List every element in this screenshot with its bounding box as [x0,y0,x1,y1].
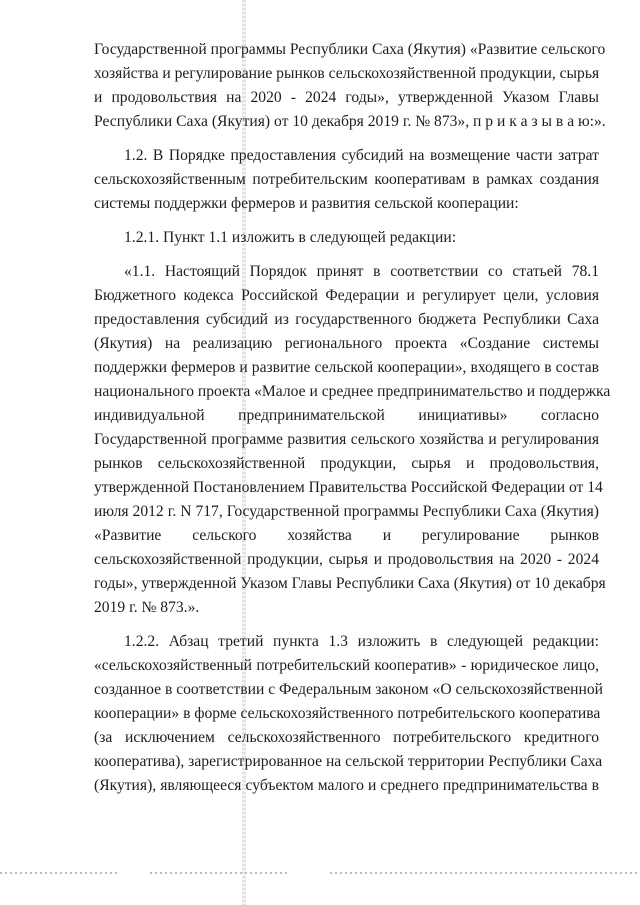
text-line: хозяйства и регулирование рынков сельскохозяйственной продукции, сырья [94,65,600,82]
text-line: поддержки фермеров и развитие сельской кооперации», входящего в состав [94,359,599,376]
text-line: (за исключением сельскохозяйственного потребительского кредитного [94,729,599,746]
text-line: «сельскохозяйственный потребительский кооператив» - юридическое лицо, [94,657,599,674]
text-line: Государственной программе развития сельского хозяйства и регулирования [94,431,599,448]
text-line: индивидуальной предпринимательской инициативы» согласно [94,407,599,424]
text-line: сельскохозяйственной продукции, сырья и продовольствия на 2020 - 2024 [94,551,599,568]
text-line: Республики Саха (Якутия) от 10 декабря 2019 г. № 873», п р и к а з ы в а ю:». [94,113,606,130]
text-line: рынков сельскохозяйственной продукции, сырья и продовольствия, [94,455,599,472]
scan-edge-dots [0,872,120,874]
text-line: сельскохозяйственным потребительским кооперативам в рамках создания [94,171,599,188]
text-line: утвержденной Постановлением Правительства Российской Федерации от 14 [94,479,603,496]
text-line: созданное в соответствии с Федеральным законом «О сельскохозяйственной [94,681,603,698]
text-line: кооперации» в форме сельскохозяйственного потребительского кооператива [94,705,601,722]
text-line: 1.2. В Порядке предоставления субсидий на возмещение части затрат [124,147,599,164]
text-line: кооператива), зарегистрированное на сельской территории Республики Саха [94,753,603,770]
text-line: (Якутия), являющееся субъектом малого и среднего предпринимательства в [94,777,599,794]
text-line: «1.1. Настоящий Порядок принят в соответствии со статьей 78.1 [124,263,599,280]
text-line: и продовольствия на 2020 - 2024 годы», утвержденной Указом Главы [94,89,599,106]
text-line: системы поддержки фермеров и развития сельской кооперации: [94,195,519,212]
text-line: годы», утвержденной Указом Главы Республики Саха (Якутия) от 10 декабря [94,575,606,592]
text-line: 1.2.1. Пункт 1.1 изложить в следующей редакции: [124,229,457,246]
text-line: 2019 г. № 873.». [94,599,200,616]
text-line: «Развитие сельского хозяйства и регулирование рынков [94,527,599,544]
text-line: Бюджетного кодекса Российской Федерации и регулирует цели, условия [94,287,599,304]
text-line: Государственной программы Республики Саха (Якутия) «Развитие сельского [94,41,606,58]
text-line: предоставления субсидий из государственного бюджета Республики Саха [94,311,599,328]
text-line: (Якутия) на реализацию регионального проекта «Создание системы [94,335,599,352]
scan-edge-dots [330,872,640,874]
scan-edge-dots [150,872,290,874]
text-line: национального проекта «Малое и среднее предпринимательство и поддержка [94,383,611,400]
text-line: 1.2.2. Абзац третий пункта 1.3 изложить в следующей редакции: [124,633,599,650]
text-line: июля 2012 г. N 717, Государственной программы Республики Саха (Якутия) [94,503,599,520]
